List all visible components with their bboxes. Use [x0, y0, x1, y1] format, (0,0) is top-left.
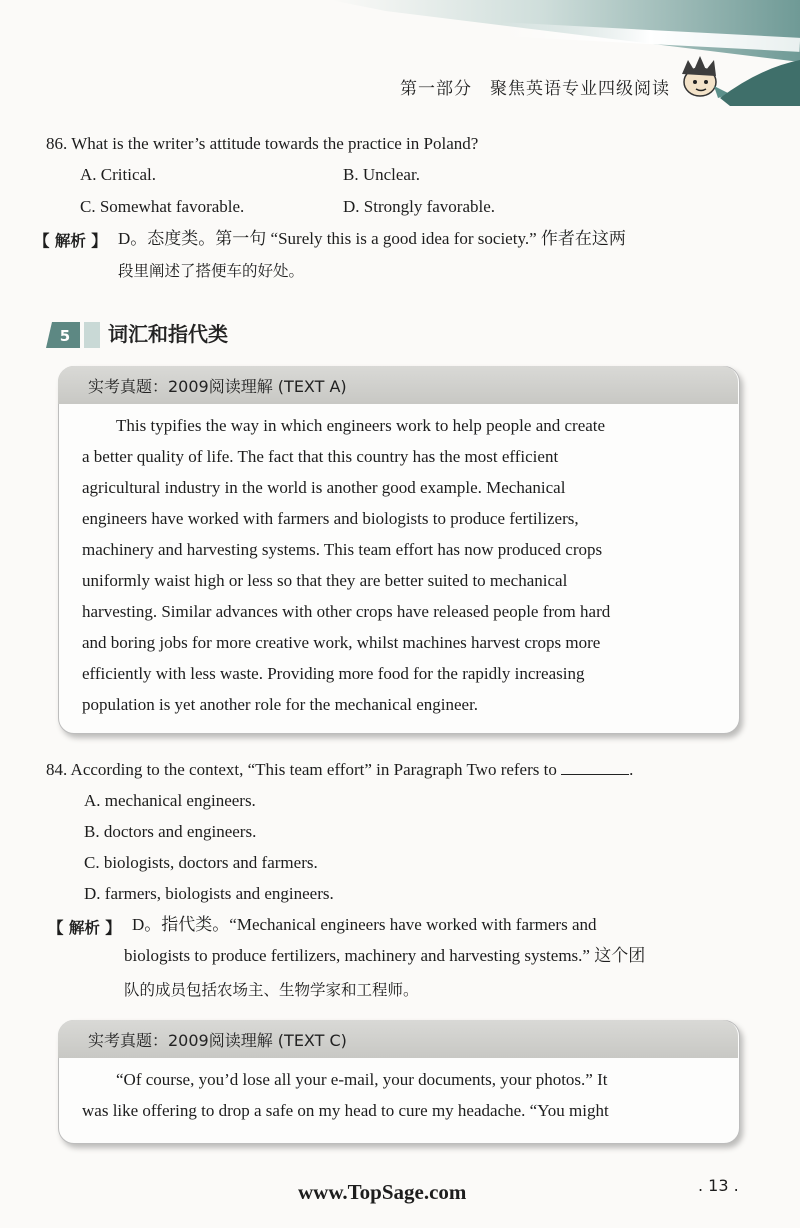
- exam-passage-box-2-header: [58, 1020, 738, 1058]
- footer-website: www.TopSage.com: [298, 1180, 467, 1204]
- passage-a-line-3: agricultural industry in the world is another good example. Mechanical: [82, 478, 566, 497]
- q86-option-c: C. Somewhat favorable.: [80, 197, 245, 216]
- q84-option-a: A. mechanical engineers.: [84, 791, 256, 810]
- q84-option-b: B. doctors and engineers.: [84, 822, 257, 841]
- q84-option-c: C. biologists, doctors and farmers.: [84, 853, 318, 872]
- q86-option-d: D. Strongly favorable.: [343, 197, 496, 216]
- q86-option-a: A. Critical.: [80, 165, 157, 184]
- q84-option-d: D. farmers, biologists and engineers.: [84, 884, 334, 903]
- exam-passage-box-1-heading: 实考真题：2009阅读理解 (TEXT A): [88, 377, 347, 396]
- passage-c-line-2: was like offering to drop a safe on my head to cure my headache. “You might: [82, 1101, 609, 1120]
- answer-blank: [561, 760, 629, 775]
- q86-option-b: B. Unclear.: [343, 165, 420, 184]
- q84-analysis-line-1: D。指代类。“Mechanical engineers have worked with farmers and: [132, 915, 597, 934]
- passage-a-line-7: harvesting. Similar advances with other crops have released people from hard: [82, 602, 611, 621]
- exam-passage-box-2-heading: 实考真题：2009阅读理解 (TEXT C): [88, 1031, 347, 1050]
- section-number: 5: [59, 327, 71, 345]
- q86-analysis-line-1: D。态度类。第一句 “Surely this is a good idea for society.” 作者在这两: [118, 229, 626, 248]
- q86-analysis-line-2: 段里阐述了搭便车的好处。: [118, 262, 305, 280]
- question-84-end: .: [629, 760, 634, 779]
- header-swoosh-decoration: [720, 58, 800, 106]
- page-number: . 13 .: [698, 1176, 739, 1195]
- passage-a-line-6: uniformly waist high or less so that they are better suited to mechanical: [82, 571, 568, 590]
- question-84-text: 84. According to the context, “This team effort” in Paragraph Two refers to: [46, 760, 557, 779]
- exam-passage-box-1-header: [58, 366, 738, 404]
- passage-a-line-1: This typifies the way in which engineers work to help people and create: [116, 416, 606, 435]
- passage-a-line-9: efficiently with less waste. Providing more food for the rapidly increasing: [82, 664, 585, 683]
- passage-c-line-1: “Of course, you’d lose all your e-mail, your documents, your photos.” It: [116, 1070, 608, 1089]
- passage-a-line-4: engineers have worked with farmers and biologists to produce fertilizers,: [82, 509, 579, 528]
- section-number-badge: [46, 322, 80, 348]
- passage-a-line-5: machinery and harvesting systems. This team effort has now produced crops: [82, 540, 603, 559]
- question-86: 86. What is the writer’s attitude towards the practice in Poland?: [46, 134, 479, 153]
- passage-text-a: [82, 410, 702, 720]
- q84-analysis-label: 【 解析 】: [48, 919, 121, 937]
- question-84: [46, 758, 633, 782]
- passage-a-line-10: population is yet another role for the mechanical engineer.: [82, 695, 479, 714]
- running-header-title: 第一部分 聚焦英语专业四级阅读: [400, 79, 670, 99]
- q84-analysis-line-3: 队的成员包括农场主、生物学家和工程师。: [124, 981, 419, 999]
- q86-analysis-label: 【 解析 】: [34, 232, 107, 250]
- section-badge-tail: [84, 322, 100, 348]
- passage-a-line-2: a better quality of life. The fact that this country has the most efficient: [82, 447, 559, 466]
- passage-a-line-8: and boring jobs for more creative work, whilst machines harvest crops more: [82, 633, 601, 652]
- section-title: 词汇和指代类: [108, 322, 228, 346]
- q84-analysis-line-2: biologists to produce fertilizers, machinery and harvesting systems.” 这个团: [124, 946, 646, 965]
- passage-text-c: [82, 1064, 702, 1126]
